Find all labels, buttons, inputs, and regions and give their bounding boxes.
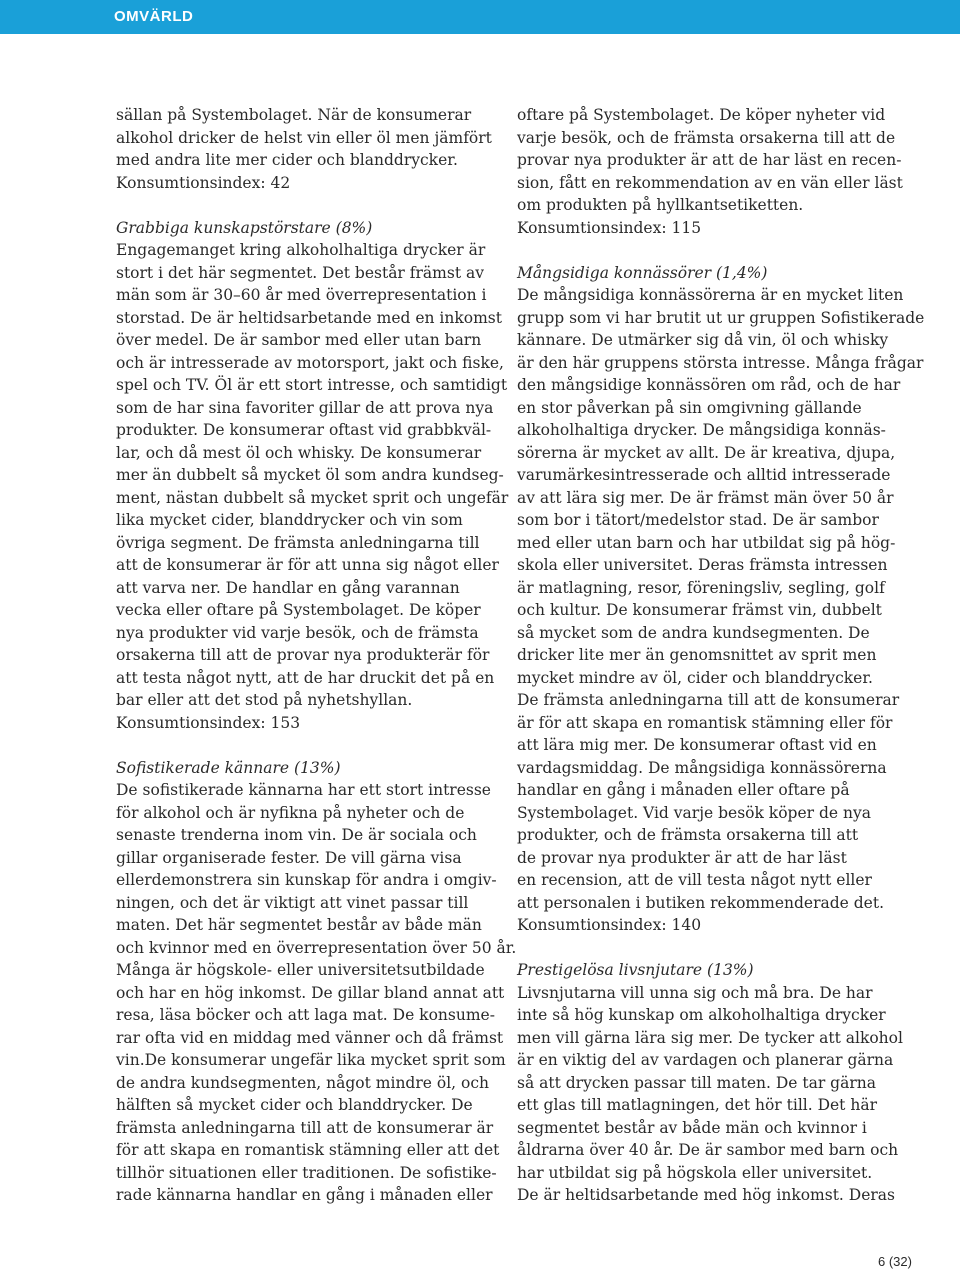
segment-heading: Prestigelösa livsnjutare (13%): [517, 961, 754, 979]
page-number: 6 (32): [878, 1254, 912, 1269]
body-text-line: främsta anledningarna till att de konsumerar är: [116, 1118, 494, 1137]
body-text-line: som de har sina favoriter gillar de att prova nya: [116, 398, 494, 417]
body-text-line: är matlagning, resor, föreningsliv, segling, golf: [517, 578, 885, 597]
body-text-line: vin.De konsumerar ungefär lika mycket sprit som: [116, 1051, 506, 1069]
body-text-line: så mycket som de andra kundsegmenten. De: [517, 623, 870, 642]
paragraph-gap: [517, 239, 893, 262]
body-text-line: att varva ner. De handlar en gång varannan: [116, 578, 460, 597]
body-text-line: som bor i tätort/medelstor stad. De är sambor: [517, 511, 879, 529]
body-text-line: sion, fått en rekommendation av en vän eller läst: [517, 173, 903, 192]
body-text-line: och kvinnor med en överrepresentation över 50 år.: [116, 938, 517, 957]
section-label: OMVÄRLD: [114, 8, 194, 25]
body-text-line: handlar en gång i månaden eller oftare på: [517, 781, 850, 799]
body-text-line: att de konsumerar är för att unna sig något eller: [116, 556, 499, 574]
body-text-line: Konsumtionsindex: 115: [517, 218, 702, 237]
body-text-line: De främsta anledningarna till att de konsumerar: [517, 691, 900, 709]
body-text-line: de andra kundsegmenten, något mindre öl, och: [116, 1073, 490, 1092]
body-text-line: den mångsidige konnässören om råd, och de har: [517, 376, 901, 394]
body-text-line: de provar nya produkter är att de har läst: [517, 848, 847, 867]
right-text-column: [517, 104, 925, 1207]
body-text-line: Livsnjutarna vill unna sig och må bra. De har: [517, 983, 873, 1002]
left-text-column: [116, 104, 517, 1207]
body-text-line: vecka eller oftare på Systembolaget. De köper: [116, 601, 481, 619]
body-text-line: resa, läsa böcker och att laga mat. De konsume-: [116, 1006, 495, 1024]
body-text-line: mycket mindre av öl, cider och blanddrycker.: [517, 668, 873, 687]
body-text-line: maten. Det här segmentet består av både män: [116, 916, 482, 934]
body-text-line: vardagsmiddag. De mångsidiga konnässörerna: [517, 758, 887, 777]
body-text-line: är för att skapa en romantisk stämning eller för: [517, 713, 893, 732]
body-text-line: och kultur. De konsumerar främst vin, dubbelt: [517, 601, 882, 619]
body-text-line: produkter, och de främsta orsakerna till att: [517, 826, 859, 844]
body-text-line: för alkohol och är nyfikna på nyheter och de: [116, 803, 465, 822]
body-text-line: rar ofta vid en middag med vänner och då främst: [116, 1028, 504, 1047]
body-text-line: en stor påverkan på sin omgivning gällande: [517, 398, 862, 417]
body-text-line: sällan på Systembolaget. När de konsumerar: [116, 106, 472, 124]
segment-heading: Grabbiga kunskapstörstare (8%): [116, 218, 373, 237]
segment-heading: Mångsidiga konnässörer (1,4%): [517, 263, 768, 282]
body-text-line: lar, och då mest öl och whisky. De konsumerar: [116, 443, 482, 462]
body-text-line: alkoholhaltiga drycker. De mångsidiga konnäs-: [517, 421, 886, 439]
section-header-bar: [0, 0, 960, 34]
body-text-line: en recension, att de vill testa något nytt eller: [517, 871, 872, 889]
body-text-line: gillar organiserade fester. De vill gärna visa: [116, 848, 462, 867]
body-text-line: av att lära sig mer. De är främst män över 50 år: [517, 488, 894, 507]
body-text-line: och är intresserade av motorsport, jakt och fiske,: [116, 353, 504, 372]
body-text-line: bar eller att det stod på nyhetshyllan.: [116, 691, 413, 709]
body-text-line: för att skapa en romantisk stämning eller att det: [116, 1141, 500, 1159]
body-text-line: orsakerna till att de provar nya produkterär för: [116, 646, 490, 664]
body-text-line: är en viktig del av vardagen och planerar gärna: [517, 1051, 894, 1069]
body-text-line: stort i det här segmentet. Det består främst av: [116, 263, 484, 282]
body-text-line: är den här gruppens största intresse. Många frågar: [517, 353, 924, 372]
body-text-line: dricker lite mer än genomsnittet av sprit men: [517, 646, 877, 664]
body-text-line: åldrarna över 40 år. De är sambor med barn och: [517, 1141, 899, 1159]
body-text-line: så att drycken passar till maten. De tar gärna: [517, 1073, 876, 1092]
body-text-line: män som är 30–60 år med överrepresentation i: [116, 286, 487, 304]
body-text-line: över medel. De är sambor med eller utan barn: [116, 331, 482, 349]
segment-heading: Sofistikerade kännare (13%): [116, 758, 341, 777]
body-text-line: rade kännarna handlar en gång i månaden eller: [116, 1186, 493, 1204]
body-text-line: sörerna är mycket av allt. De är kreativa, djupa,: [517, 443, 896, 462]
body-text-line: storstad. De är heltidsarbetande med en inkomst: [116, 308, 502, 327]
body-text-line: De mångsidiga konnässörerna är en mycket liten: [517, 286, 904, 304]
body-text-line: hälften så mycket cider och blanddrycker. De: [116, 1096, 473, 1114]
body-text-line: ellerdemonstrera sin kunskap för andra i omgiv-: [116, 871, 497, 889]
paragraph-gap: [116, 734, 490, 757]
paragraph-gap: [116, 194, 490, 217]
body-text-line: Konsumtionsindex: 153: [116, 713, 301, 732]
body-text-line: med andra lite mer cider och blanddrycker.: [116, 151, 458, 169]
body-text-line: Systembolaget. Vid varje besök köper de nya: [517, 803, 871, 822]
body-text-line: produkter. De konsumerar oftast vid grabbkväl-: [116, 421, 492, 439]
body-text-line: alkohol dricker de helst vin eller öl men jämfört: [116, 128, 492, 147]
body-text-line: att lära mig mer. De konsumerar oftast vid en: [517, 736, 877, 754]
body-text-line: Många är högskole- eller universitetsutbildade: [116, 961, 485, 979]
body-text-line: senaste trenderna inom vin. De är sociala och: [116, 826, 477, 844]
body-text-line: lika mycket cider, blanddrycker och vin som: [116, 511, 463, 529]
body-text-line: provar nya produkter är att de har läst en recen-: [517, 151, 902, 169]
body-text-line: skola eller universitet. Deras främsta intressen: [517, 556, 888, 574]
body-text-line: med eller utan barn och har utbildat sig på hög-: [517, 533, 896, 552]
body-text-line: varje besök, och de främsta orsakerna till att de: [517, 128, 896, 147]
body-text-line: har utbildat sig på högskola eller universitet.: [517, 1163, 873, 1182]
body-text-line: spel och TV. Öl är ett stort intresse, och samtidigt: [116, 376, 508, 394]
body-text-line: ett glas till matlagningen, det hör till. Det här: [517, 1096, 877, 1114]
body-text-line: men vill gärna lära sig mer. De tycker att alkohol: [517, 1028, 903, 1047]
body-text-line: att testa något nytt, att de har druckit det på en: [116, 668, 495, 687]
body-text-line: mer än dubbelt så mycket öl som andra kundseg-: [116, 466, 504, 484]
body-text-line: om produkten på hyllkantsetiketten.: [517, 196, 804, 214]
body-text-line: Konsumtionsindex: 42: [116, 173, 291, 192]
body-text-line: övriga segment. De främsta anledningarna till: [116, 533, 480, 552]
body-text-line: tillhör situationen eller traditionen. De sofistike-: [116, 1163, 497, 1182]
body-text-line: kännare. De utmärker sig då vin, öl och whisky: [517, 331, 889, 349]
body-text-line: segmentet består av både män och kvinnor i: [517, 1118, 867, 1137]
body-text-line: De är heltidsarbetande med hög inkomst. Deras: [517, 1186, 895, 1204]
body-text-line: Engagemanget kring alkoholhaltiga drycker är: [116, 241, 486, 259]
body-text-line: ment, nästan dubbelt så mycket sprit och ungefär: [116, 488, 509, 507]
body-text-line: De sofistikerade kännarna har ett stort intresse: [116, 781, 491, 799]
body-text-line: Konsumtionsindex: 140: [517, 916, 702, 934]
body-text-line: nya produkter vid varje besök, och de främsta: [116, 623, 479, 642]
body-text-line: att personalen i butiken rekommenderade det.: [517, 893, 885, 912]
body-text-line: grupp som vi har brutit ut ur gruppen Sofistikerade: [517, 308, 925, 327]
body-text-line: och har en hög inkomst. De gillar bland annat att: [116, 983, 505, 1002]
body-text-line: inte så hög kunskap om alkoholhaltiga drycker: [517, 1006, 886, 1024]
body-text-line: ningen, och det är viktigt att vinet passar till: [116, 893, 469, 912]
paragraph-gap: [517, 937, 893, 960]
body-text-line: varumärkesintresserade och alltid intresserade: [517, 466, 891, 484]
body-text-line: oftare på Systembolaget. De köper nyheter vid: [517, 106, 886, 124]
